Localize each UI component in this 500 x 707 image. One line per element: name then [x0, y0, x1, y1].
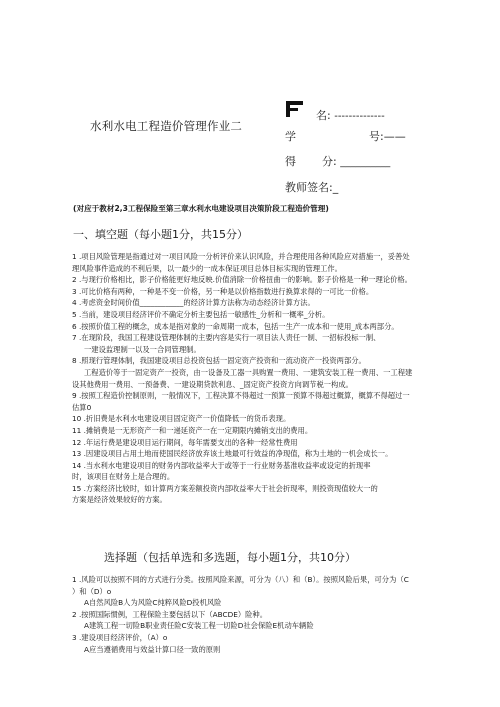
de-char: 得 — [285, 155, 296, 168]
section-choice-heading: 选择题（包括单选和多选题，每小题1分，共10分） — [104, 551, 356, 564]
text-line: 2 .与现行价格相比，影子价格能更好地反映.价值消除一价格扭曲一的影响。影子价格是一种一理论价格。 — [72, 275, 412, 285]
text-line: ）和（D）o — [72, 586, 112, 596]
student-id-row — [369, 128, 406, 144]
text-line: 11 .摊销费是一无形资产一和一递延资产一在一定期限内摊销支出的费用。 — [72, 425, 313, 435]
document-subtitle: (对应于教材2,3工程保险至第三章水利水电建设项目决策阶段工程造价管理) — [73, 204, 329, 213]
name-field: -------------- — [334, 111, 385, 122]
text-line: 工程造价等于一固定资产一投资，由一设备及工器一具购置一费用、一建筑安装工程一费用、一工程建 — [84, 367, 413, 377]
text-line: 15 .方案经济比较时，如计算两方案差额投资内部收益率大于社会折现率，则投资现值较大一的 — [72, 483, 378, 493]
text-line: 方案是经济效果较好的方案。 — [72, 495, 167, 505]
text-line: 2 .按照国际惯例，工程保险主要包括以下（ABCDE）险种。 — [72, 609, 268, 619]
section-fill-blank-heading: 一、填空题（每小题1分，共15分） — [73, 228, 248, 241]
student-id-field: —— — [383, 130, 406, 143]
xue-char: 学 — [285, 130, 296, 143]
text-line: 10 .折旧费是水利水电建设项目固定资产一价值降低一的货币表现。 — [72, 414, 291, 424]
bracket-logo-icon — [285, 100, 305, 118]
text-line: 3 .可比价格有两种，一种是不变一价格，另一种是以价格指数进行换算求得的一可比一价格。 — [72, 286, 374, 296]
text-line: A建筑工程一切险B职业责任险C安装工程一切险D社会保险E机动车辆险 — [84, 621, 314, 631]
name-row — [316, 107, 385, 123]
text-line: 5 .当前，建设项目经济评价不确定分析主要包括一敏感性_分析和一概率_分析。 — [72, 309, 330, 319]
teacher-row — [285, 179, 338, 195]
score-field: __________ — [340, 157, 391, 168]
score-label: 分: — [322, 155, 337, 168]
text-line: A应当遵循费用与效益计算口径一致的原则 — [84, 644, 221, 654]
text-line: 估算0 — [72, 402, 92, 412]
teacher-signature-field: _ — [332, 181, 339, 194]
text-line: 6 .按照价值工程的概念，成本是指对象的一命周期一成本，包括一生产一成本和一使用_成本两部分。 — [72, 321, 399, 331]
text-line: 3 .建设项目经济评价，（A）o — [72, 632, 168, 642]
text-line: 8 .照现行管理体制，我国建设项目总投资包括一固定资产投资和一流动资产一投资两部分。 — [72, 356, 366, 366]
text-line: 14 .当水利水电建设项目的财务内部收益率大于或等于一行业财务基准收益率或设定的折现率 — [72, 460, 371, 470]
section-choice-body — [72, 574, 472, 655]
text-line: 1 .项目风险管理是指通过对一项目风险一分析评价来认识风险，并合理使用各种风险应对措施一，妥善处 — [72, 252, 410, 261]
student-id-label: 号: — [369, 130, 384, 143]
score-row — [322, 153, 390, 169]
name-label: 名: — [316, 109, 331, 122]
text-line: 1 .风险可以按照不同的方式进行分类。按照风险来源，可分为（八）和（B）。按照风险后果，可分为（C — [72, 575, 409, 584]
teacher-signature-label: 教师签名: — [285, 181, 333, 194]
document-title: 水利水电工程造价管理作业二 — [90, 119, 243, 133]
text-line: 4 .考虑资金时间价值____________的经济计算方法称为动态经济计算方法。 — [72, 298, 315, 308]
text-line: A自然风险B人为风险C纯粹风险D投机风险 — [84, 598, 222, 608]
text-line: 7 .在现阶段，我国工程建设管理体制的主要内容是实行一项目法人责任一制、一招标投标一制、 — [72, 333, 381, 343]
text-line: 9 .按照工程造价控制原则，一般情况下，工程决算不得超过一预算一预算不得超过概算，概算不得超过一 — [72, 391, 410, 401]
text-line: 时，该项目在财务上是合理的。 — [72, 472, 175, 482]
text-line: 12 .年运行费是建设项目运行期间，每年需要支出的各种一经常性费用 — [72, 437, 298, 447]
text-line: 13 .因建设项目占用土地而使国民经济放弃该土地最可行效益的净现值，称为土地的一机会成长一。 — [72, 449, 393, 459]
text-line: 设其他费用一费用、一预备费、一建设期贷款利息、_固定资产投资方向调节税一构成。 — [72, 379, 353, 389]
section-fill-blank-body — [72, 251, 472, 506]
text-line: 一建设监理制一以及一合同管理制。 — [84, 344, 201, 354]
text-line: 理风险事件造成的不利后果，以一最少的一成本保证项目总体目标实现的管理工作。 — [72, 263, 342, 273]
